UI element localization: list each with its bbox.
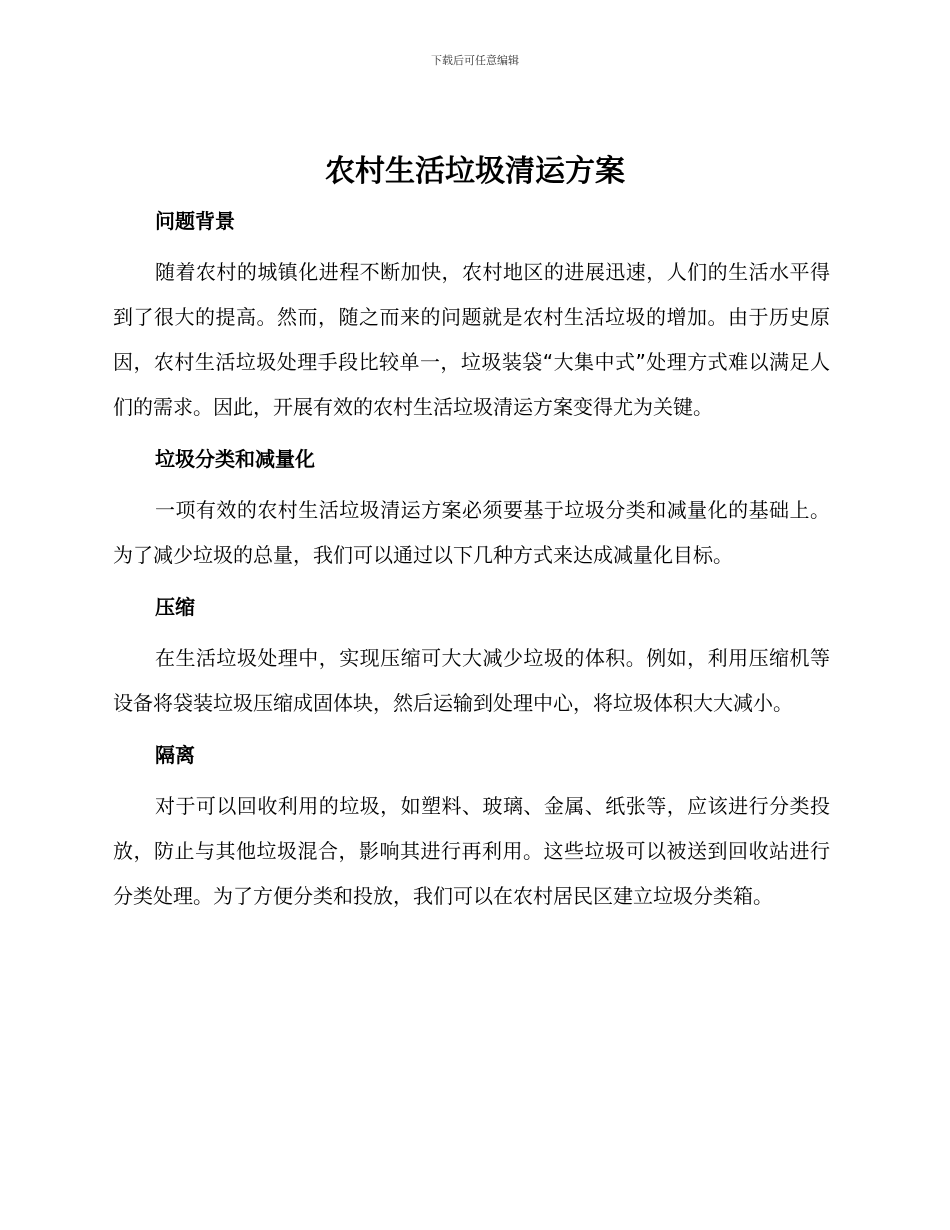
document-title: 农村生活垃圾清运方案 <box>325 154 625 189</box>
section-heading: 问题背景 <box>155 209 235 233</box>
section-compression <box>113 586 830 726</box>
section-paragraph: 在生活垃圾处理中，实现压缩可大大减少垃圾的体积。例如，利用压缩机等设备将袋装垃圾压缩成固体块，然后运输到处理中心，将垃圾体积大大减小。 <box>113 646 830 715</box>
section-background <box>113 200 830 430</box>
section-paragraph: 对于可以回收利用的垃圾，如塑料、玻璃、金属、纸张等，应该进行分类投放，防止与其他垃圾混合，影响其进行再利用。这些垃圾可以被送到回收站进行分类处理。为了方便分类和投放，我们可以在农村居民区建立垃圾分类箱。 <box>113 794 830 908</box>
section-heading: 隔离 <box>155 743 195 767</box>
section-sorting-reduction <box>113 438 830 578</box>
document-content <box>113 200 830 927</box>
section-isolation <box>113 734 830 919</box>
section-paragraph: 一项有效的农村生活垃圾清运方案必须要基于垃圾分类和减量化的基础上。为了减少垃圾的总量，我们可以通过以下几种方式来达成减量化目标。 <box>113 498 830 567</box>
section-heading: 垃圾分类和减量化 <box>155 447 315 471</box>
section-paragraph: 随着农村的城镇化进程不断加快，农村地区的进展迅速，人们的生活水平得到了很大的提高。然而，随之而来的问题就是农村生活垃圾的增加。由于历史原因，农村生活垃圾处理手段比较单一，垃圾装袋“大集中式”处理方式难以满足人们的需求。因此，开展有效的农村生活垃圾清运方案变得尤为关键。 <box>113 260 830 419</box>
page-header-note: 下载后可任意编辑 <box>431 54 519 67</box>
section-heading: 压缩 <box>155 595 195 619</box>
